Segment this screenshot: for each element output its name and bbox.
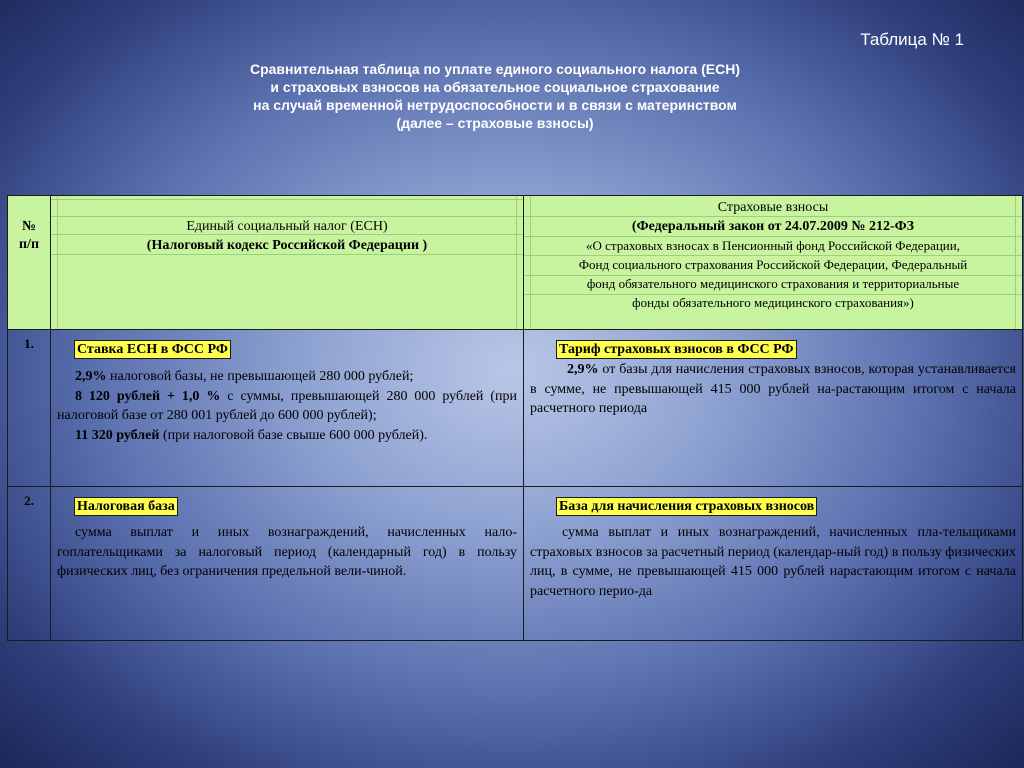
row1-insurance-rate-text: от базы для начисления страховых взносов, которая устанавливается в сумме, не превышающей 415 000 рублей на-растающим итогом с начала расчетного периода: [530, 362, 1016, 416]
row1-insurance-heading: Тариф страховых взносов в ФСС РФ: [556, 340, 797, 359]
header-esn-cell: [51, 196, 524, 330]
row1-insurance-text: [530, 360, 1016, 419]
header-ins-line4: Фонд социального страхования Российской Федерации, Федеральный: [578, 257, 968, 272]
row1-esn-cell: [51, 330, 524, 487]
header-ins-line2: (Федеральный закон от 24.07.2009 № 212-ФЗ: [631, 219, 915, 234]
row2-insurance-text: сумма выплат и иных вознаграждений, начисленных пла-тельщиками страховых взносов за расчетный период (календар-ный год) в пользу физических лиц, в сумме, не превышающей 415 000 рублей нарастающим итогом с начала расчетного перио-да: [530, 525, 1016, 599]
title-line-1: Сравнительная таблица по уплате единого социального налога (ЕСН): [249, 61, 740, 77]
row1-esn-rate-1-text: налоговой базы, не превышающей 280 000 рублей;: [106, 369, 414, 384]
row1-insurance-rate: 2,9%: [567, 362, 599, 377]
row1-esn-rate-1: 2,9%: [75, 369, 107, 384]
row1-num: 1.: [24, 336, 34, 351]
row1-esn-rate-3-text: (при налоговой базе свыше 600 000 рублей).: [159, 427, 428, 443]
row2-esn-heading: Налоговая база: [74, 497, 178, 516]
row2-insurance-heading: База для начисления страховых взносов: [556, 497, 817, 516]
header-num-cell: [8, 196, 51, 330]
header-ins-line6: фонды обязательного медицинского страхования»): [632, 295, 914, 310]
header-insurance-cell: [524, 196, 1022, 330]
row1-esn-text: [57, 367, 517, 445]
row1-esn-rate-2-text: с суммы, превышающей 280 000 рублей (при налоговой базе от 280 001 рублей до 600 000 рублей);: [57, 388, 517, 423]
header-ins-line1: Страховые взносы: [717, 200, 829, 215]
row1-insurance-cell: [524, 330, 1022, 487]
row1-esn-rate-3: 11 320 рублей: [75, 427, 160, 443]
header-num-line1: №: [21, 219, 37, 234]
row1-esn-rate-2: 8 120 рублей + 1,0 %: [75, 388, 221, 404]
header-esn-title: Единый социальный налог (ЕСН): [186, 219, 388, 234]
row2-esn-text: сумма выплат и иных вознаграждений, начисленных нало-гоплательщиками за налоговый период (календарный год) в пользу физических лиц, без ограничения предельной вели-чиной.: [57, 525, 517, 579]
comparison-table: [7, 195, 1023, 641]
table-number: Таблица № 1: [860, 30, 964, 49]
page-title: [150, 60, 840, 132]
row2-num: 2.: [24, 493, 34, 508]
row1-num-cell: [8, 330, 51, 487]
row2-esn-cell: [51, 487, 524, 640]
row2-insurance-cell: [524, 487, 1022, 640]
header-num-line2: п/п: [18, 237, 40, 252]
title-line-4: (далее – страховые взносы): [396, 115, 594, 131]
header-ins-line3: «О страховых взносах в Пенсионный фонд Российской Федерации,: [586, 238, 960, 253]
header-ins-line5: фонд обязательного медицинского страхования и территориальные: [586, 276, 960, 291]
title-line-2: и страховых взносов на обязательное социальное страхование: [270, 79, 720, 95]
row2-num-cell: [8, 487, 51, 640]
row1-esn-heading: Ставка ЕСН в ФСС РФ: [74, 340, 231, 359]
header-esn-subtitle: (Налоговый кодекс Российской Федерации ): [146, 238, 428, 253]
title-line-3: на случай временной нетрудоспособности и в связи с материнством: [253, 97, 737, 113]
